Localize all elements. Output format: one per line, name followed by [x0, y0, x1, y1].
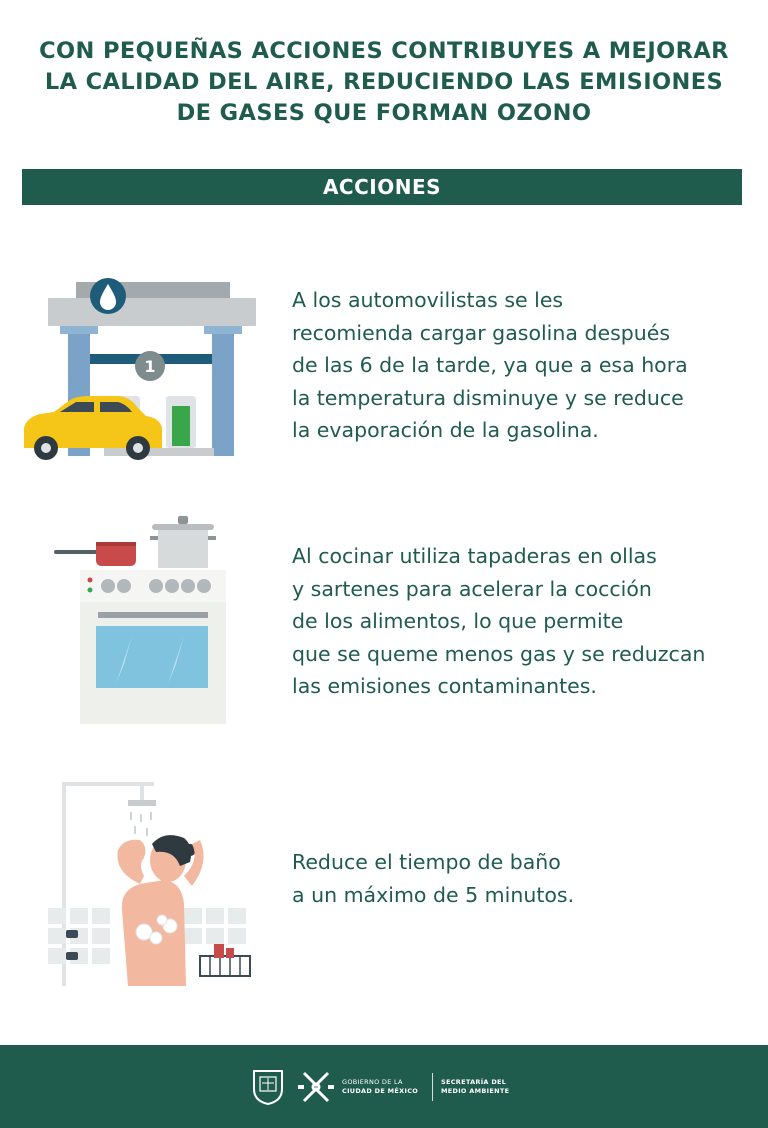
secretaria-logotype	[441, 1078, 509, 1096]
action-2-line-2: y sartenes para acelerar la cocción	[292, 576, 652, 601]
action-2-line-1: Al cocinar utiliza tapaderas en ollas	[292, 544, 657, 568]
cdmx-logo-icon	[296, 1067, 336, 1107]
sec-line-1: SECRETARÍA DEL	[441, 1078, 507, 1086]
action-3-line-2: a un máximo de 5 minutos.	[292, 882, 575, 907]
stove-pots-icon	[52, 514, 232, 726]
title-line-1: CON PEQUEÑAS ACCIONES CONTRIBUYES A MEJORAR	[39, 38, 729, 64]
footer-logos	[250, 1067, 550, 1107]
gov-line-1: GOBIERNO DE LA	[342, 1078, 403, 1086]
action-2-line-3: de los alimentos, lo que permite	[292, 609, 624, 634]
title-line-2: LA CALIDAD DEL AIRE, REDUCIENDO LAS EMISIONES	[44, 69, 724, 95]
action-1-line-2: recomienda cargar gasolina después	[292, 320, 671, 345]
action-3-text	[292, 846, 574, 911]
action-1-line-4: la temperatura disminuye y se reduce	[292, 385, 684, 410]
action-2-line-5: las emisiones contaminantes.	[292, 674, 597, 699]
person-shower-icon	[44, 780, 260, 990]
action-1-line-1: A los automovilistas se les	[292, 288, 564, 312]
action-2-line-4: que se queme menos gas y se reduzcan	[292, 641, 706, 666]
section-header-acciones	[22, 169, 742, 205]
section-label: ACCIONES	[322, 175, 442, 199]
sec-line-2: MEDIO AMBIENTE	[441, 1087, 510, 1095]
action-1-line-5: la evaporación de la gasolina.	[292, 418, 599, 443]
gas-station-car-icon	[20, 278, 260, 460]
footer	[0, 1045, 768, 1128]
station-number-badge: 1	[144, 357, 156, 376]
gov-logotype	[342, 1078, 418, 1096]
footer-divider	[432, 1073, 433, 1101]
gov-line-2: CIUDAD DE MÉXICO	[342, 1087, 419, 1095]
action-1-text	[292, 284, 688, 447]
action-2-text	[292, 540, 705, 703]
coat-of-arms-icon	[252, 1069, 284, 1105]
action-3-line-1: Reduce el tiempo de baño	[292, 850, 561, 874]
action-1-line-3: de las 6 de la tarde, ya que a esa hora	[292, 353, 688, 378]
title-line-3: DE GASES QUE FORMAN OZONO	[176, 100, 592, 126]
page-title	[0, 36, 768, 129]
